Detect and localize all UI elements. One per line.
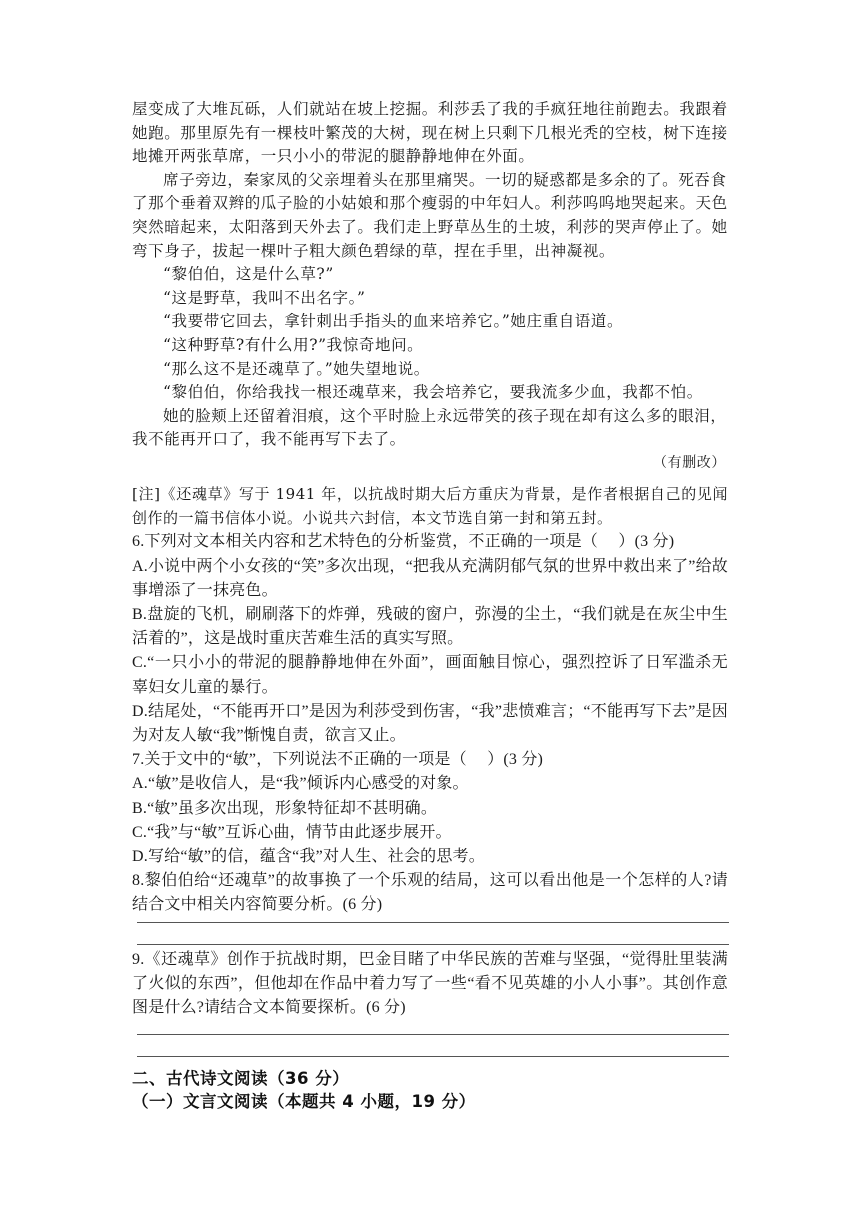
section-title: 二、古代诗文阅读（36 分） — [132, 1069, 350, 1088]
question-8: 8.黎伯伯给“还魂草”的故事换了一个乐观的结局，这可以看出他是一个怎样的人?请结合文中相关内容简要分析。(6 分) — [132, 872, 728, 914]
question-9-block — [132, 948, 728, 1021]
footnote: [注]《还魂草》写于 1941 年，以抗战时期大后方重庆为背景，是作者根据自己的见闻创作的一篇书信体小说。小说共六封信，本文节选自第一封和第五封。 — [132, 485, 728, 528]
question-7-stem: 7.关于文中的“敏”，下列说法不正确的一项是（ ）(3 分) — [132, 751, 544, 769]
source-note: （有删改） — [653, 454, 726, 471]
question-9: 9.《还魂草》创作于抗战时期，巴金目睹了中华民族的苦难与坚强，“觉得肚里装满了火似的东西”，但他却在作品中着力写了一些“看不见英雄的小人小事”。其创作意图是什么?请结合文本简要探析。(6 分) — [132, 951, 728, 1017]
section-subtitle: （一）文言文阅读（本题共 4 小题，19 分） — [132, 1092, 476, 1111]
dialogue-line: “黎伯伯，这是什么草?” — [163, 265, 334, 284]
answer-line[interactable] — [137, 944, 729, 945]
story-excerpt — [132, 98, 728, 476]
dialogue-line: “这是野草，我叫不出名字。” — [163, 288, 366, 307]
answer-line[interactable] — [137, 1034, 729, 1035]
question-6-option-a: A.小说中两个小女孩的“笑”多次出现，“把我从充满阴郁气氛的世界中救出来了”给故事增添了一抹亮色。 — [132, 557, 728, 599]
question-7-option-b: B.“敏”虽多次出现，形象特征却不甚明确。 — [132, 799, 438, 817]
story-closing: 她的脸颊上还留着泪痕，这个平时脸上永远带笑的孩子现在却有这么多的眼泪，我不能再开口了，我不能再写下去了。 — [132, 406, 727, 449]
dialogue-line: “我要带它回去，拿针刺出手指头的血来培养它。”她庄重自语道。 — [163, 312, 624, 331]
dialogue-line: “那么这不是还魂草了。”她失望地说。 — [163, 359, 430, 378]
question-6-option-b: B.盘旋的飞机，刷刷落下的炸弹，残破的窗户，弥漫的尘土，“我们就是在灰尘中生活着的”，这是战时重庆苦难生活的真实写照。 — [132, 606, 728, 648]
question-6-stem: 6.下列对文本相关内容和艺术特色的分析鉴赏，不正确的一项是（ ）(3 分) — [132, 533, 675, 551]
question-6-option-d: D.结尾处，“不能再开口”是因为利莎受到伤害，“我”悲愤难言；“不能再写下去”是因为对友人敏“我”惭愧自责，欲言又止。 — [132, 702, 728, 745]
question-7-option-c: C.“我”与“敏”互诉心曲，情节由此逐步展开。 — [132, 823, 452, 841]
answer-line[interactable] — [137, 922, 729, 923]
question-6-option-c: C.“一只小小的带泥的腿静静地伸在外面”，画面触目惊心，强烈控诉了日军滥杀无辜妇女儿童的暴行。 — [132, 654, 728, 696]
answer-line[interactable] — [137, 1056, 729, 1057]
story-paragraph: 屋变成了大堆瓦砾，人们就站在坡上挖掘。利莎丢了我的手疯狂地往前跑去。我跟着她跑。那里原先有一棵枝叶繁茂的大树，现在树上只剩下几根光秃的空枝，树下连接地摊开两张草席，一只小小的带泥的腿静静地伸在外面。 — [132, 100, 728, 166]
dialogue-line: “这种野草?有什么用?”我惊奇地问。 — [163, 335, 424, 354]
questions-block — [132, 482, 728, 918]
story-paragraph: 席子旁边，秦家凤的父亲埋着头在那里痛哭。一切的疑惑都是多余的了。死吞食了那个垂着双辫的瓜子脸的小姑娘和那个瘦弱的中年妇人。利莎呜呜地哭起来。天色突然暗起来，太阳落到天外去了。我们走上野草丛生的土坡，利莎的哭声停止了。她弯下身子，拔起一棵叶子粗大颜色碧绿的草，捏在手里，出神凝视。 — [132, 170, 728, 260]
dialogue-line: “黎伯伯，你给我找一根还魂草来，我会培养它，要我流多少血，我都不怕。 — [163, 383, 703, 402]
question-7-option-d: D.写给“敏”的信，蕴含“我”对人生、社会的思考。 — [132, 848, 485, 866]
question-7-option-a: A.“敏”是收信人，是“我”倾诉内心感受的对象。 — [132, 775, 469, 793]
